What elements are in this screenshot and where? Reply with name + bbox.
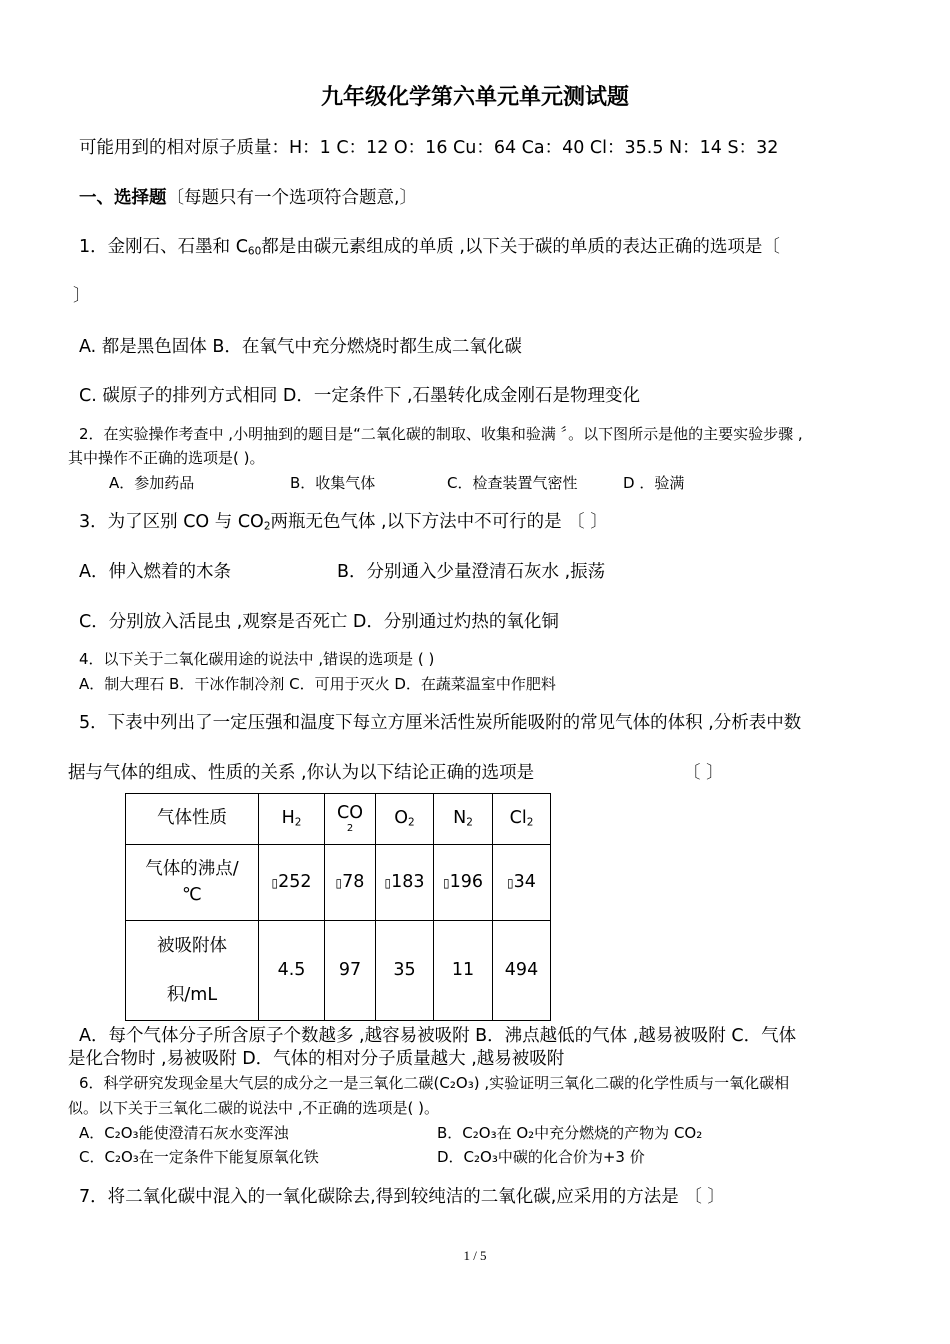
q1-stem-part-b: 都是由碳元素组成的单质 ,以下关于碳的单质的表达正确的选项是〔 xyxy=(261,237,780,257)
atomic-masses-line: 可能用到的相对原子质量：H：1 C：12 O：16 Cu：64 Ca：40 Cl：35.5 N：14 S：32 xyxy=(79,138,779,158)
q5-bracket: 〔 〕 xyxy=(683,763,724,783)
section-title: 一、选择题 xyxy=(79,188,167,208)
row-label-line2: 积/mL xyxy=(166,984,218,1005)
q7-stem: 7．将二氧化碳中混入的一氧化碳除去,得到较纯洁的二氧化碳,应采用的方法是 〔 〕 xyxy=(79,1187,725,1207)
table-row-label xyxy=(126,845,259,921)
q1-stem xyxy=(79,233,780,258)
q6-option-b: B．C₂O₃在 O₂中充分燃烧的产物为 CO₂ xyxy=(437,1124,703,1142)
q2-stem-line1: 2．在实验操作考查中 ,小明抽到的题目是“二氧化碳的制取、收集和验满 〞。以下图所示是他的主要实验步骤 , xyxy=(79,425,803,443)
q6-stem-line1: 6．科学研究发现金星大气层的成分之一是三氧化二碳(C₂O₃) ,实验证明三氧化二碳的化学性质与一氧化碳相 xyxy=(79,1074,790,1092)
section-heading xyxy=(79,184,417,209)
table-gas-o2 xyxy=(376,794,434,845)
gas-subscript: 2 xyxy=(526,816,534,829)
table-gas-n2 xyxy=(434,794,493,845)
q3-option-b: B．分别通入少量澄清石灰水 ,振荡 xyxy=(337,562,606,582)
gas-symbol: N xyxy=(453,808,467,829)
table-gas-cl2 xyxy=(493,794,551,845)
table-cell: 35 xyxy=(376,921,434,1021)
cell-value: 34 xyxy=(513,871,536,892)
row-label-line2: ℃ xyxy=(182,884,202,905)
table-cell: ▯196 xyxy=(434,845,493,921)
gas-symbol: O xyxy=(394,808,409,829)
q3-option-a: A．伸入燃着的木条 xyxy=(79,562,231,582)
table-cell: ▯183 xyxy=(376,845,434,921)
q1-subscript: 60 xyxy=(247,245,262,258)
section-note: 〔每题只有一个选项符合题意,〕 xyxy=(166,188,418,208)
gas-subscript: 2 xyxy=(408,816,415,829)
q2-stem-line2: 其中操作不正确的选项是( )。 xyxy=(68,449,265,467)
q6-stem-line2: 似。以下关于三氧化二碳的说法中 ,不正确的选项是( )。 xyxy=(68,1099,440,1117)
q2-option-b: B．收集气体 xyxy=(290,474,376,492)
cell-value: 183 xyxy=(391,872,425,893)
cell-value: 196 xyxy=(449,872,483,893)
q5-stem-line2: 据与气体的组成、性质的关系 ,你认为以下结论正确的选项是 xyxy=(68,763,535,783)
table-row-label xyxy=(126,921,259,1021)
q3-stem-part-b: 两瓶无色气体 ,以下方法中不可行的是 〔 〕 xyxy=(270,512,608,532)
gas-subscript: 2 xyxy=(294,816,302,829)
q6-option-a: A．C₂O₃能使澄清石灰水变浑浊 xyxy=(79,1124,289,1142)
q1-options-ab: A. 都是黑色固体 B．在氧气中充分燃烧时都生成二氧化碳 xyxy=(79,337,522,357)
table-row-adsorbed-volume xyxy=(126,921,551,1021)
table-cell: 97 xyxy=(325,921,376,1021)
q3-subscript: 2 xyxy=(263,520,271,533)
q6-option-d: D．C₂O₃中碳的化合价为+3 价 xyxy=(437,1148,645,1166)
cell-value: 78 xyxy=(342,871,365,892)
table-header-label: 气体性质 xyxy=(126,794,259,845)
page-number: 1 / 5 xyxy=(463,1248,487,1263)
gas-properties-table xyxy=(125,793,551,1021)
table-gas-co2 xyxy=(325,794,376,845)
table-cell: 11 xyxy=(434,921,493,1021)
table-cell: 4.5 xyxy=(259,921,325,1021)
page-title: 九年级化学第六单元单元测试题 xyxy=(320,85,629,110)
q5-options-line1: A．每个气体分子所含原子个数越多 ,越容易被吸附 B．沸点越低的气体 ,越易被吸附 C．气体 xyxy=(79,1026,797,1046)
table-cell: ▯78 xyxy=(325,845,376,921)
row-label-line1: 气体的沸点/ xyxy=(145,859,239,880)
gas-symbol: CO xyxy=(337,802,363,823)
gas-subscript: 2 xyxy=(346,823,354,835)
cell-value: 252 xyxy=(278,871,312,892)
table-gas-h2 xyxy=(259,794,325,845)
table-cell: 494 xyxy=(493,921,551,1021)
table-header-row xyxy=(126,794,551,845)
q3-stem-part-a: 3．为了区别 CO 与 CO xyxy=(79,512,264,532)
q1-bracket-close: 〕 xyxy=(73,286,91,306)
row-label-line1: 被吸附体 xyxy=(157,935,227,956)
table-cell: ▯34 xyxy=(493,845,551,921)
gas-symbol: H xyxy=(281,808,295,829)
q3-stem xyxy=(79,508,608,533)
q4-stem: 4．以下关于二氧化碳用途的说法中 ,错误的选项是 ( ) xyxy=(79,650,435,668)
q5-stem-line1: 5．下表中列出了一定压强和温度下每立方厘米活性炭所能吸附的常见气体的体积 ,分析表中数 xyxy=(79,713,802,733)
q6-option-c: C．C₂O₃在一定条件下能复原氧化铁 xyxy=(79,1148,319,1166)
q1-stem-part-a: 1．金刚石、石墨和 C xyxy=(79,237,248,257)
q1-options-cd: C. 碳原子的排列方式相同 D．一定条件下 ,石墨转化成金刚石是物理变化 xyxy=(79,386,641,406)
q3-options-cd: C．分别放入活昆虫 ,观察是否死亡 D．分别通过灼热的氧化铜 xyxy=(79,612,559,632)
table-cell: ▯252 xyxy=(259,845,325,921)
q5-options-line2: 是化合物时 ,易被吸附 D．气体的相对分子质量越大 ,越易被吸附 xyxy=(68,1049,565,1069)
q2-option-d: D ．验满 xyxy=(623,474,685,492)
table-row-boiling-point xyxy=(126,845,551,921)
gas-symbol: Cl xyxy=(509,808,527,829)
q2-option-a: A．参加药品 xyxy=(109,474,195,492)
q4-options: A．制大理石 B．干冰作制冷剂 C．可用于灭火 D．在蔬菜温室中作肥料 xyxy=(79,675,556,693)
gas-subscript: 2 xyxy=(466,816,473,829)
q2-option-c: C．检查装置气密性 xyxy=(447,474,578,492)
